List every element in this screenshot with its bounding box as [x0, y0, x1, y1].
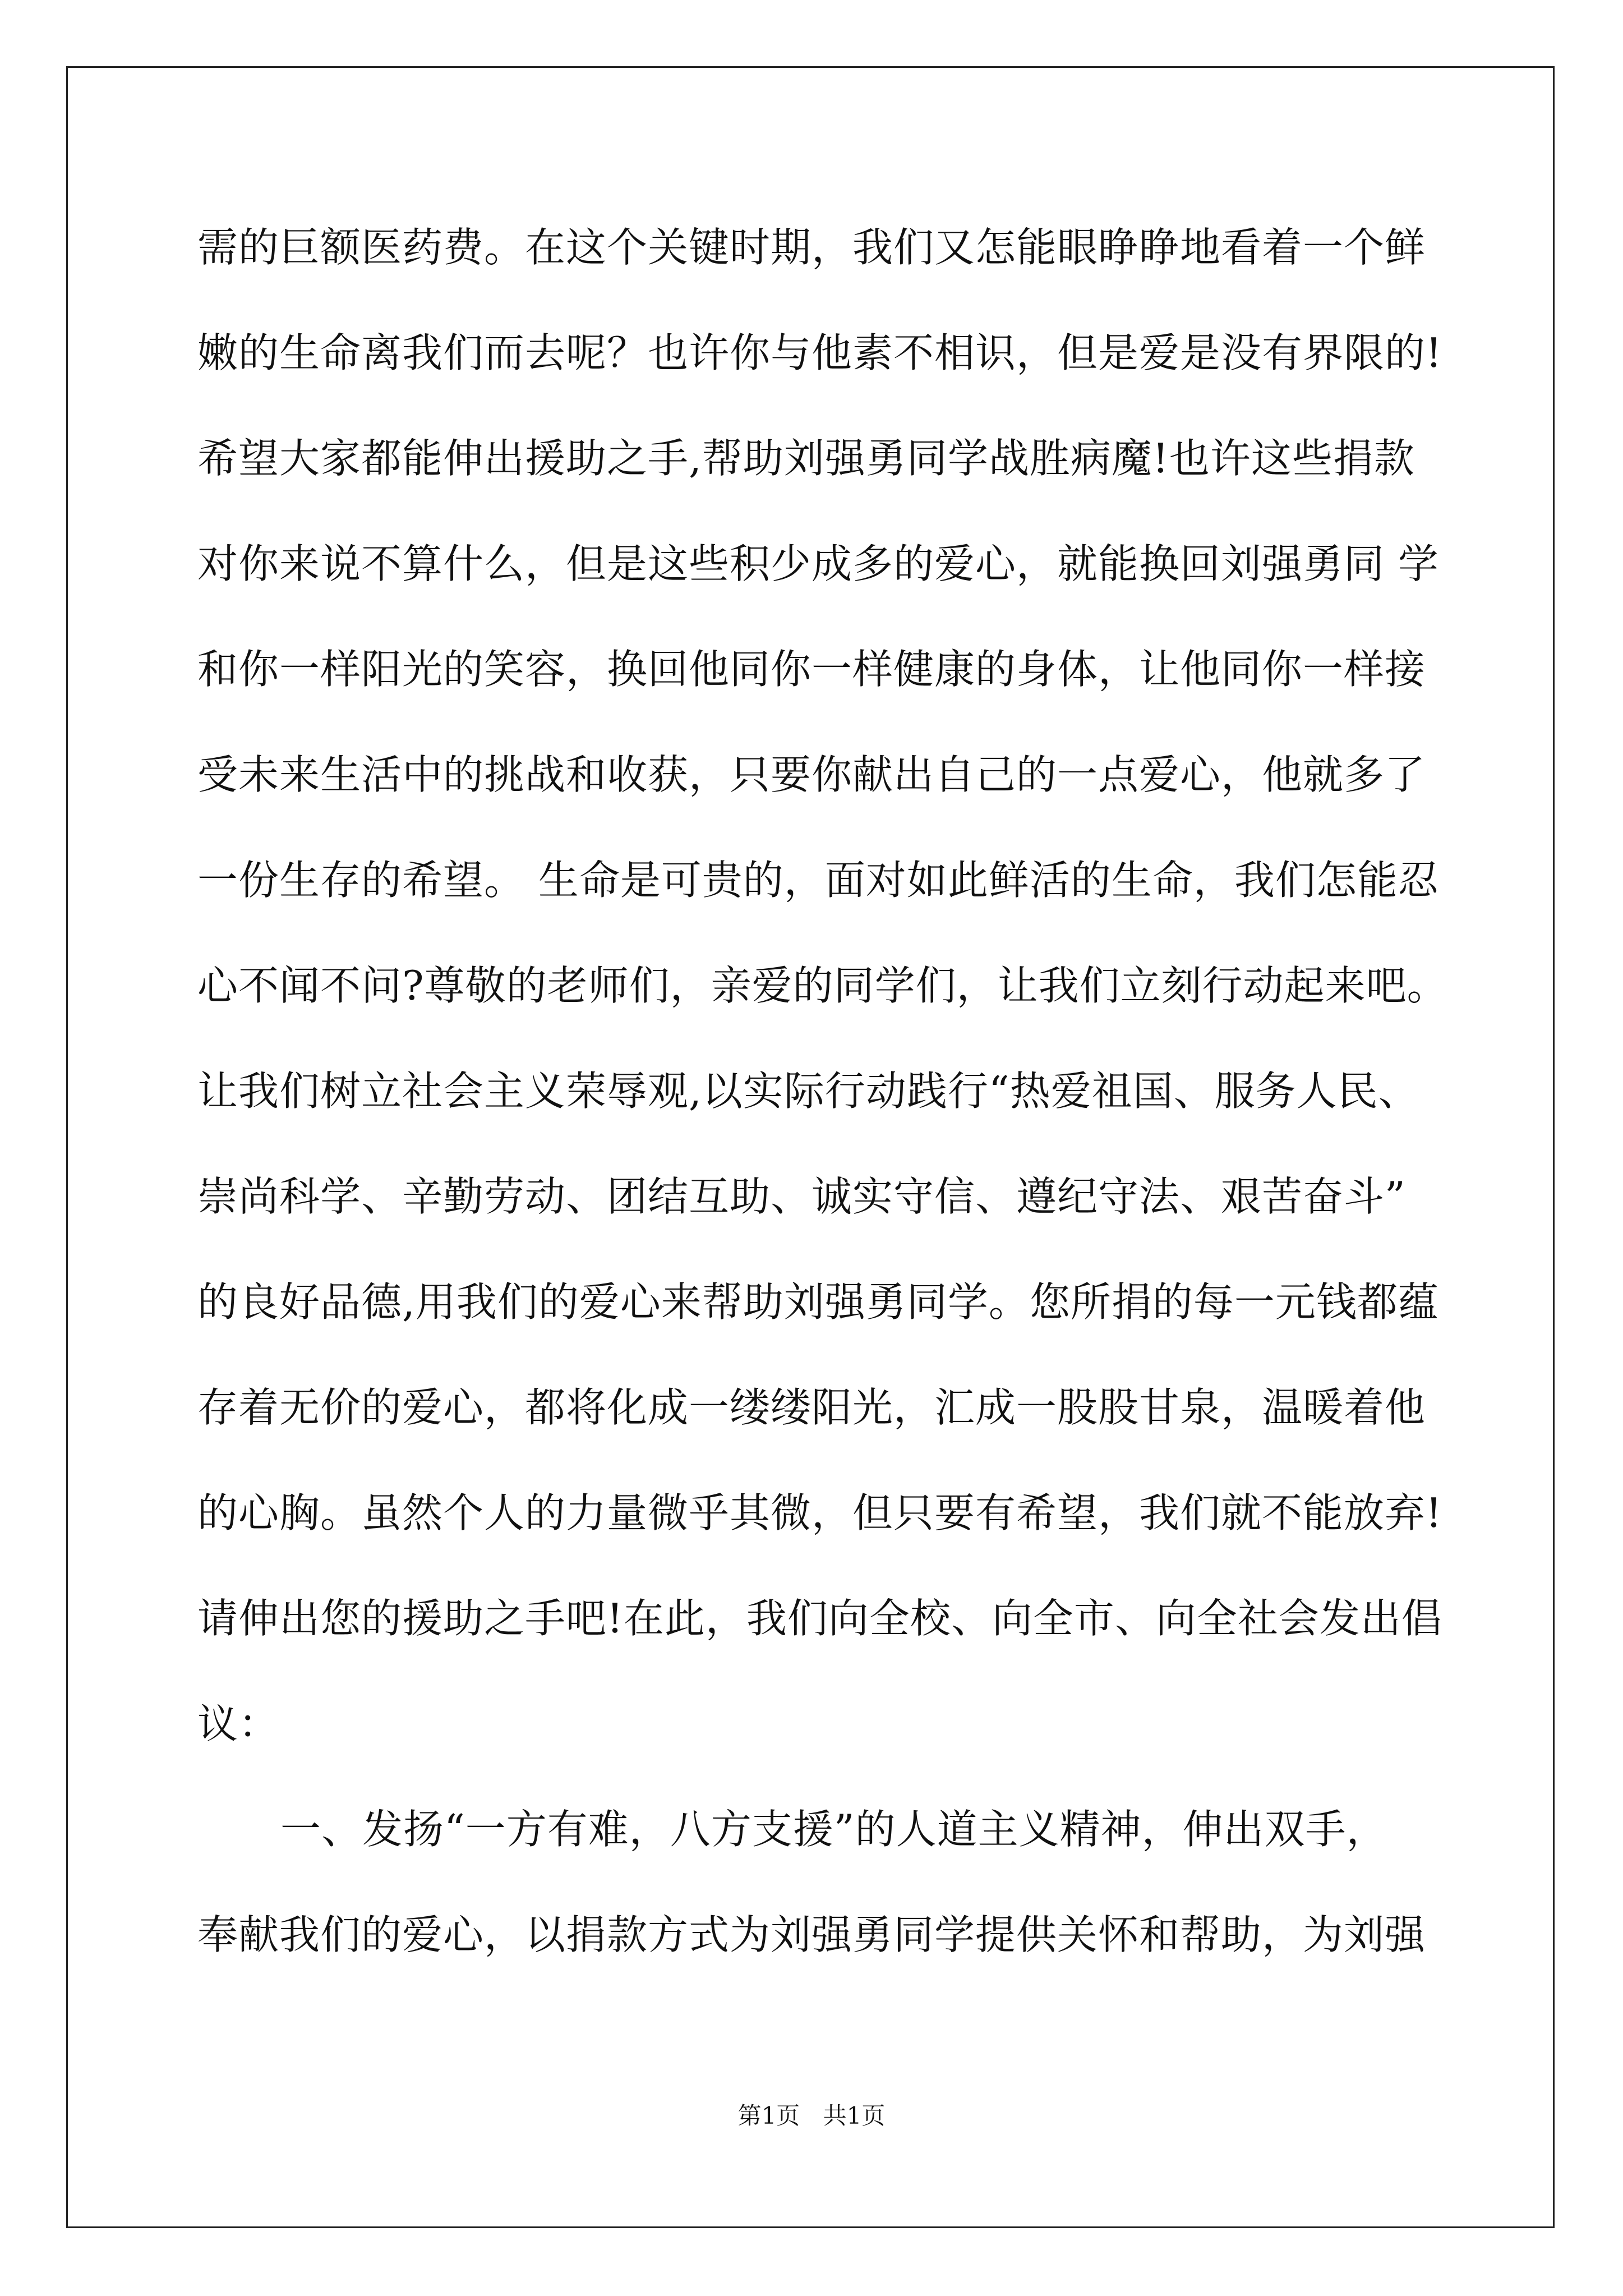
text-line: 一份生存的希望。 生命是可贵的，面对如此鲜活的生命，我们怎能忍 — [197, 857, 1439, 904]
text-line: 需的巨额医药费。在这个关键时期，我们又怎能眼睁睁地看着一个鲜 — [197, 224, 1426, 271]
text-line: 的心胸。虽然个人的力量微乎其微，但只要有希望，我们就不能放弃! — [197, 1489, 1442, 1536]
text-line: 的良好品德,用我们的爱心来帮助刘强勇同学。您所捐的每一元钱都蕴 — [197, 1278, 1439, 1326]
document-body — [197, 214, 1448, 2007]
page-number: 第1页 — [737, 2102, 800, 2129]
text-line: 让我们树立社会主义荣辱观,以实际行动践行“热爱祖国、服务人民、 — [197, 1068, 1419, 1115]
text-line: 存着无价的爱心，都将化成一缕缕阳光，汇成一股股甘泉，温暖着他 — [197, 1384, 1426, 1431]
text-line: 议： — [197, 1700, 280, 1747]
text-line: 请伸出您的援助之手吧!在此，我们向全校、向全市、向全社会发出倡 — [197, 1595, 1442, 1642]
text-line: 希望大家都能伸出援助之手,帮助刘强勇同学战胜病魔!也许这些捐款 — [197, 435, 1415, 482]
text-line: 嫩的生命离我们而去呢？也许你与他素不相识，但是爱是没有界限的! — [197, 329, 1442, 376]
text-line-paragraph-start: 一、发扬“一方有难，八方支援”的人道主义精神，伸出双手， — [280, 1806, 1387, 1853]
text-line: 奉献我们的爱心，以捐款方式为刘强勇同学提供关怀和帮助，为刘强 — [197, 1911, 1426, 1958]
text-line: 受未来生活中的挑战和收获，只要你献出自己的一点爱心，他就多了 — [197, 751, 1426, 798]
text-line: 心不闻不问?尊敬的老师们，亲爱的同学们，让我们立刻行动起来吧。 — [197, 962, 1448, 1009]
page-total: 共1页 — [823, 2102, 886, 2129]
text-line: 对你来说不算什么，但是这些积少成多的爱心，就能换回刘强勇同 学 — [197, 540, 1439, 587]
text-line: 崇尚科学、辛勤劳动、团结互助、诚实守信、遵纪守法、艰苦奋斗” — [197, 1173, 1406, 1220]
page-footer — [0, 2099, 1623, 2133]
text-line: 和你一样阳光的笑容，换回他同你一样健康的身体，让他同你一样接 — [197, 646, 1426, 693]
